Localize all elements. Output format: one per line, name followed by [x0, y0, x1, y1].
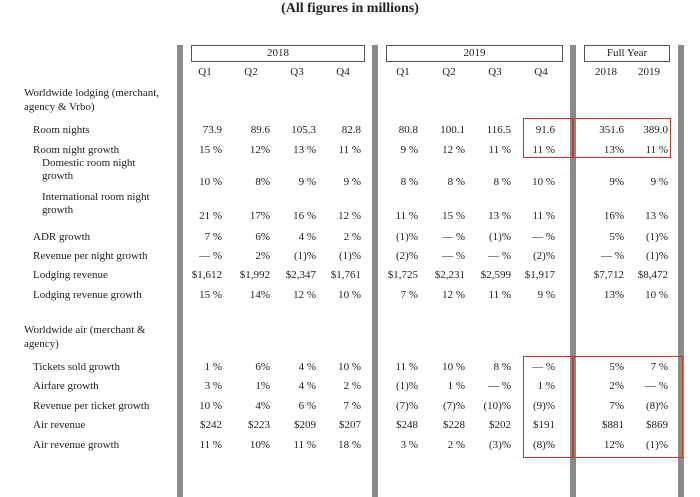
table-cell: $7,712 — [593, 269, 624, 281]
row-label-line: Airfare growth — [33, 380, 99, 392]
table-cell: — % — [532, 231, 555, 243]
table-cell: 80.8 — [398, 124, 418, 136]
table-cell: $207 — [339, 419, 361, 431]
table-cell: (1)% — [294, 250, 316, 262]
row-label-line: Lodging revenue growth — [33, 289, 142, 301]
table-cell: 11 % — [199, 439, 222, 451]
table-cell: 15 % — [442, 210, 465, 222]
table-cell: 1 % — [447, 380, 465, 392]
table-cell: $242 — [200, 419, 222, 431]
table-cell: 2% — [255, 250, 270, 262]
table-cell: 9 % — [343, 176, 361, 188]
table-cell: (10)% — [483, 400, 511, 412]
row-label-line: Revenue per night growth — [33, 250, 148, 262]
table-cell: $8,472 — [637, 269, 668, 281]
table-cell: (2)% — [533, 250, 555, 262]
table-cell: (3)% — [489, 439, 511, 451]
table-cell: (2)% — [396, 250, 418, 262]
table-cell: 7 % — [650, 361, 668, 373]
row-label — [42, 157, 136, 183]
table-cell: 16 % — [293, 210, 316, 222]
table-cell: (1)% — [489, 231, 511, 243]
table-cell: — % — [442, 231, 465, 243]
table-cell: 11 % — [395, 361, 418, 373]
table-cell: 10 % — [338, 361, 361, 373]
table-cell: 8 % — [493, 176, 511, 188]
table-cell: $202 — [489, 419, 511, 431]
row-label-line: Lodging revenue — [33, 269, 108, 281]
table-cell: $223 — [248, 419, 270, 431]
table-cell: 10 % — [338, 289, 361, 301]
table-cell: — % — [601, 250, 624, 262]
row-label-line: Domestic room night — [42, 157, 136, 169]
table-cell: (1)% — [646, 250, 668, 262]
table-cell: $228 — [443, 419, 465, 431]
table-cell: 11 % — [488, 289, 511, 301]
table-cell: 116.5 — [486, 124, 511, 136]
table-cell: 7 % — [343, 400, 361, 412]
row-label — [33, 419, 85, 432]
row-label — [33, 269, 108, 282]
table-cell: 18 % — [338, 439, 361, 451]
table-cell: 2 % — [447, 439, 465, 451]
section-header-lodging: Worldwide lodging (merchant, agency & Vrbo) — [24, 87, 160, 113]
table-cell: 5% — [609, 361, 624, 373]
table-cell: (1)% — [646, 439, 668, 451]
row-label — [33, 144, 119, 157]
quarter-header: Q2 — [244, 66, 258, 78]
table-cell: — % — [488, 380, 511, 392]
table-cell: 14% — [249, 289, 270, 301]
table-cell: (8)% — [533, 439, 555, 451]
table-cell: 91.6 — [535, 124, 555, 136]
full-year-header: Full Year — [584, 45, 670, 62]
table-cell: 6% — [255, 361, 270, 373]
row-label — [33, 380, 99, 393]
table-cell: 3 % — [204, 380, 222, 392]
row-label — [42, 191, 150, 217]
row-label-line: Room nights — [33, 124, 90, 136]
table-cell: (8)% — [646, 400, 668, 412]
table-cell: $2,231 — [434, 269, 465, 281]
quarter-header: Q3 — [488, 66, 502, 78]
table-cell: $209 — [294, 419, 316, 431]
table-cell: 13 % — [293, 144, 316, 156]
table-cell: 8 % — [400, 176, 418, 188]
table-cell: 7% — [609, 400, 624, 412]
row-label — [33, 361, 120, 374]
table-cell: (7)% — [396, 400, 418, 412]
table-cell: 9 % — [400, 144, 418, 156]
table-cell: $248 — [396, 419, 418, 431]
table-cell: $191 — [533, 419, 555, 431]
table-cell: $1,917 — [524, 269, 555, 281]
row-label-line: Tickets sold growth — [33, 361, 120, 373]
row-label-line: Air revenue growth — [33, 439, 120, 451]
quarter-header: Q4 — [534, 66, 548, 78]
table-cell: 9 % — [650, 176, 668, 188]
row-label-line: growth — [42, 204, 74, 216]
table-cell: — % — [645, 380, 668, 392]
table-cell: 11 % — [488, 144, 511, 156]
table-cell: 12 % — [442, 289, 465, 301]
table-cell: (1)% — [339, 250, 361, 262]
table-cell: $869 — [646, 419, 668, 431]
table-cell: — % — [488, 250, 511, 262]
table-cell: 10 % — [532, 176, 555, 188]
table-cell: 16% — [603, 210, 624, 222]
table-cell: 8 % — [447, 176, 465, 188]
page-title: (All figures in millions) — [281, 1, 419, 16]
table-cell: 13% — [603, 144, 624, 156]
row-label — [33, 250, 148, 263]
row-label-line: ADR growth — [33, 231, 91, 243]
table-cell: 12% — [603, 439, 624, 451]
table-cell: 1 % — [204, 361, 222, 373]
year-2018-header: 2018 — [191, 45, 365, 62]
table-cell: 15 % — [199, 144, 222, 156]
table-cell: 9 % — [537, 289, 555, 301]
table-cell: 1% — [255, 380, 270, 392]
table-cell: 1 % — [537, 380, 555, 392]
row-label-line: growth — [42, 170, 74, 182]
table-cell: $1,761 — [330, 269, 361, 281]
table-cell: 11 % — [395, 210, 418, 222]
row-label-line: Air revenue — [33, 419, 86, 431]
table-cell: 7 % — [400, 289, 418, 301]
table-cell: 389.0 — [643, 124, 668, 136]
table-cell: — % — [532, 361, 555, 373]
section-header-air: Worldwide air (merchant & agency) — [24, 324, 146, 350]
table-cell: (9)% — [533, 400, 555, 412]
table-cell: 7 % — [204, 231, 222, 243]
fy-year-header: 2018 — [595, 66, 617, 78]
table-cell: 2 % — [343, 380, 361, 392]
table-cell: 12 % — [338, 210, 361, 222]
row-label — [33, 124, 90, 137]
table-cell: 13% — [603, 289, 624, 301]
table-cell: 6 % — [298, 400, 316, 412]
table-cell: 8% — [255, 176, 270, 188]
table-cell: 105.3 — [291, 124, 316, 136]
table-cell: $881 — [602, 419, 624, 431]
table-cell: (1)% — [396, 380, 418, 392]
table-cell: 8 % — [493, 361, 511, 373]
table-cell: 11 % — [293, 439, 316, 451]
quarter-header: Q4 — [336, 66, 350, 78]
table-cell: (1)% — [646, 231, 668, 243]
table-cell: 11 % — [645, 144, 668, 156]
quarter-header: Q3 — [290, 66, 304, 78]
table-cell: 9 % — [298, 176, 316, 188]
table-cell: 100.1 — [440, 124, 465, 136]
table-cell: — % — [199, 250, 222, 262]
table-cell: (7)% — [443, 400, 465, 412]
quarter-header: Q2 — [442, 66, 456, 78]
table-cell: 5% — [609, 231, 624, 243]
table-cell: 11 % — [532, 210, 555, 222]
row-label — [33, 439, 119, 452]
table-cell: 4% — [255, 400, 270, 412]
table-cell: 21 % — [199, 210, 222, 222]
table-cell: 13 % — [645, 210, 668, 222]
table-cell: 12 % — [293, 289, 316, 301]
table-cell: $1,725 — [387, 269, 418, 281]
table-cell: — % — [442, 250, 465, 262]
table-cell: 10 % — [442, 361, 465, 373]
table-cell: 13 % — [488, 210, 511, 222]
table-cell: $1,612 — [191, 269, 222, 281]
row-label — [33, 231, 90, 244]
table-cell: 73.9 — [202, 124, 222, 136]
row-label-line: Room night growth — [33, 144, 120, 156]
quarter-header: Q1 — [198, 66, 212, 78]
quarter-header: Q1 — [396, 66, 410, 78]
table-cell: 82.8 — [341, 124, 361, 136]
table-cell: 4 % — [298, 361, 316, 373]
table-cell: 11 % — [532, 144, 555, 156]
table-cell: 9% — [609, 176, 624, 188]
table-cell: 15 % — [199, 289, 222, 301]
table-cell: 3 % — [400, 439, 418, 451]
table-cell: 2% — [609, 380, 624, 392]
year-2019-header: 2019 — [386, 45, 563, 62]
table-cell: 12% — [249, 144, 270, 156]
table-cell: 10 % — [199, 176, 222, 188]
fy-year-header: 2019 — [638, 66, 660, 78]
table-cell: 10% — [249, 439, 270, 451]
table-cell: 10 % — [645, 289, 668, 301]
table-cell: 17% — [249, 210, 270, 222]
table-cell: (1)% — [396, 231, 418, 243]
row-label-line: International room night — [42, 191, 150, 203]
row-label-line: Revenue per ticket growth — [33, 400, 150, 412]
table-cell: 10 % — [199, 400, 222, 412]
table-cell: $2,599 — [480, 269, 511, 281]
table-cell: 11 % — [338, 144, 361, 156]
row-label — [33, 289, 142, 302]
table-cell: $2,347 — [285, 269, 316, 281]
table-cell: 4 % — [298, 231, 316, 243]
table-cell: 351.6 — [599, 124, 624, 136]
table-cell: 89.6 — [250, 124, 270, 136]
table-cell: 4 % — [298, 380, 316, 392]
table-cell: $1,992 — [239, 269, 270, 281]
table-cell: 6% — [255, 231, 270, 243]
table-cell: 12 % — [442, 144, 465, 156]
table-cell: 2 % — [343, 231, 361, 243]
row-label — [33, 400, 149, 413]
